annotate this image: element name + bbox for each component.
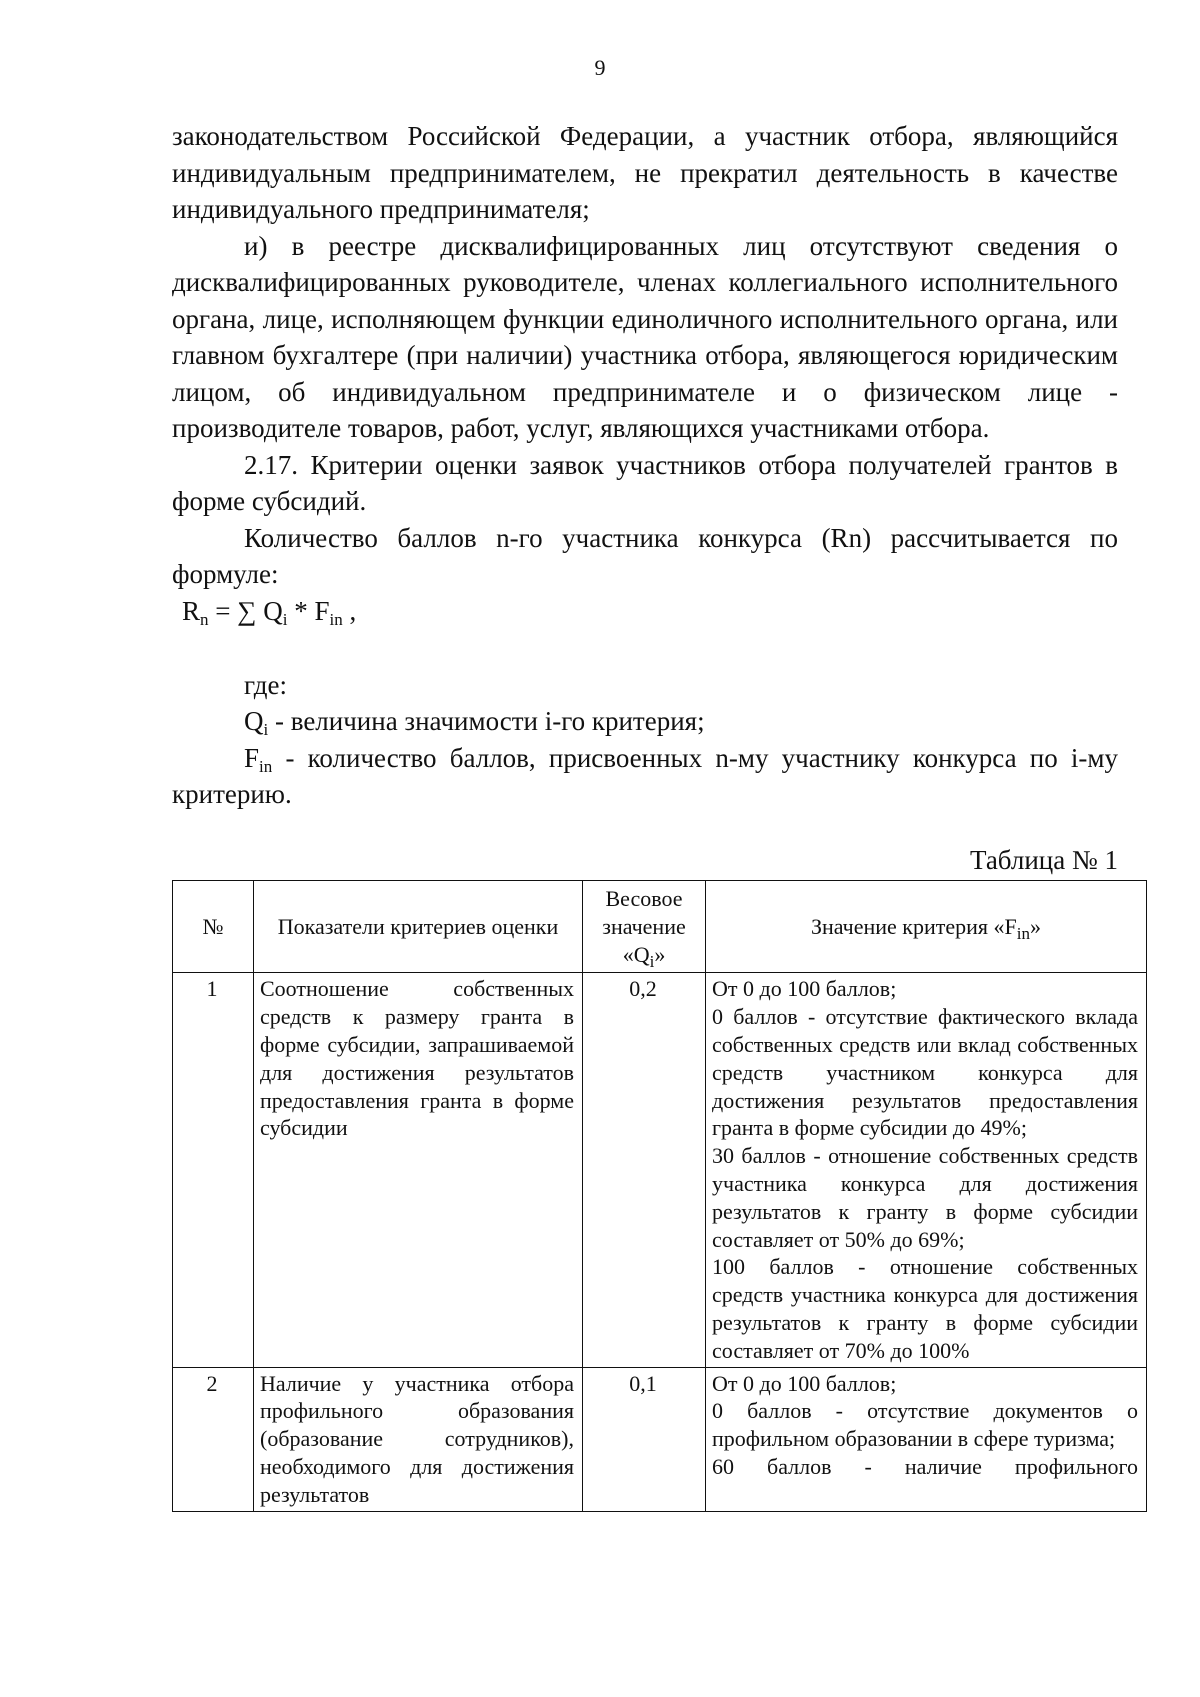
where-q-definition [172, 703, 1118, 740]
value-line: От 0 до 100 баллов; [712, 1370, 897, 1396]
paragraph-item-i: и) в реестре дисквалифицированных лиц отсутствуют сведения о дисквалифицированных руководителе, членах коллегиального исполнительного органа, лице, исполняющем функции единоличного исполнительного органа, или главном бухгалтере (при наличии) участника отбора, являющегося юридическим лицом, об индивидуальном предпринимателе и о физическом лице - производителе товаров, работ, услуг, являющихся участниками отбора. [172, 230, 1118, 443]
value-line: 100 баллов - отношение собственных средств участника конкурса для достижения результатов к гранту в форме субсидии составляет от 70% до 100% [712, 1254, 1138, 1363]
row-values [706, 1367, 1147, 1511]
formula-f-sub: in [329, 609, 343, 629]
q-definition-text: - величина значимости i-го критерия; [268, 706, 705, 736]
value-line: 30 баллов - отношение собственных средств участника конкурса для достижения результатов к гранту в форме субсидии составляет от 50% до 69%; [712, 1143, 1138, 1252]
value-line: 60 баллов - наличие профильного [712, 1453, 1138, 1479]
row-weight: 0,2 [583, 973, 706, 1367]
header-weight-line1: Весовое [605, 886, 683, 911]
value-line: 0 баллов - отсутствие документов о профильном образовании в сфере туризма; [712, 1398, 1138, 1452]
formula-sum-q: = ∑ Q [208, 595, 283, 626]
page-number: 9 [594, 55, 606, 80]
row-indicator: Наличие у участника отбора профильного образования (образование сотрудников), необходимого для достижения результатов [254, 1367, 583, 1511]
f-symbol: F [244, 742, 260, 773]
row-weight: 0,1 [583, 1367, 706, 1511]
formula-star-f: * F [287, 595, 330, 626]
table-row [173, 973, 1147, 1367]
header-weight-line2: значение [602, 913, 686, 939]
formula-q-sub: i [282, 609, 288, 629]
criteria-table [172, 880, 1147, 1512]
where-f-definition [172, 740, 1118, 813]
where-label: где: [244, 669, 287, 700]
f-symbol-sub: in [259, 756, 273, 776]
paragraph-continuation: законодательством Российской Федерации, а участник отбора, являющийся индивидуальным предпринимателем, не прекратил деятельность в качестве индивидуального предпринимателя; [172, 121, 1118, 224]
header-value-close: » [1030, 913, 1042, 939]
table-row [173, 1367, 1147, 1511]
row-number: 2 [173, 1367, 254, 1511]
row-values [706, 973, 1147, 1367]
table-caption: Таблица № 1 [970, 845, 1118, 875]
q-symbol-sub: i [263, 720, 269, 739]
f-definition-text: - количество баллов, присвоенных n-му участнику конкурса по i-му критерию. [172, 742, 1118, 809]
score-formula [172, 593, 1118, 667]
row-number: 1 [173, 973, 254, 1367]
header-weight-close: » [654, 941, 666, 967]
formula-r: R [182, 595, 201, 626]
paragraph-section-2-17: 2.17. Критерии оценки заявок участников отбора получателей грантов в форме субсидий. [172, 449, 1118, 516]
document-body [172, 118, 1118, 813]
header-weight-q: «Q [622, 941, 650, 967]
header-number: № [173, 881, 254, 973]
row-indicator: Соотношение собственных средств к размеру гранта в форме субсидии, запрашиваемой для достижения результатов предоставления гранта в форме субсидии [254, 973, 583, 1367]
header-indicator: Показатели критериев оценки [254, 881, 583, 973]
header-value-text: Значение критерия «F [810, 913, 1017, 939]
formula-r-sub: n [200, 609, 209, 629]
paragraph-score-formula-intro: Количество баллов n-го участника конкурса (Rn) рассчитывается по формуле: [172, 522, 1118, 589]
formula-tail: , [342, 595, 357, 626]
header-weight-line3 [589, 941, 699, 969]
value-line: От 0 до 100 баллов; [712, 976, 897, 1002]
header-weight [583, 881, 706, 973]
header-value-sub: in [1016, 923, 1031, 943]
table-header-row [173, 881, 1147, 973]
value-line: 0 баллов - отсутствие фактического вклада собственных средств или вклад собственных средств участником конкурса для достижения результатов предоставления гранта в форме субсидии до 49%; [712, 1004, 1138, 1141]
q-symbol: Q [244, 706, 264, 736]
header-value [706, 881, 1147, 973]
header-weight-q-sub: i [649, 951, 655, 971]
